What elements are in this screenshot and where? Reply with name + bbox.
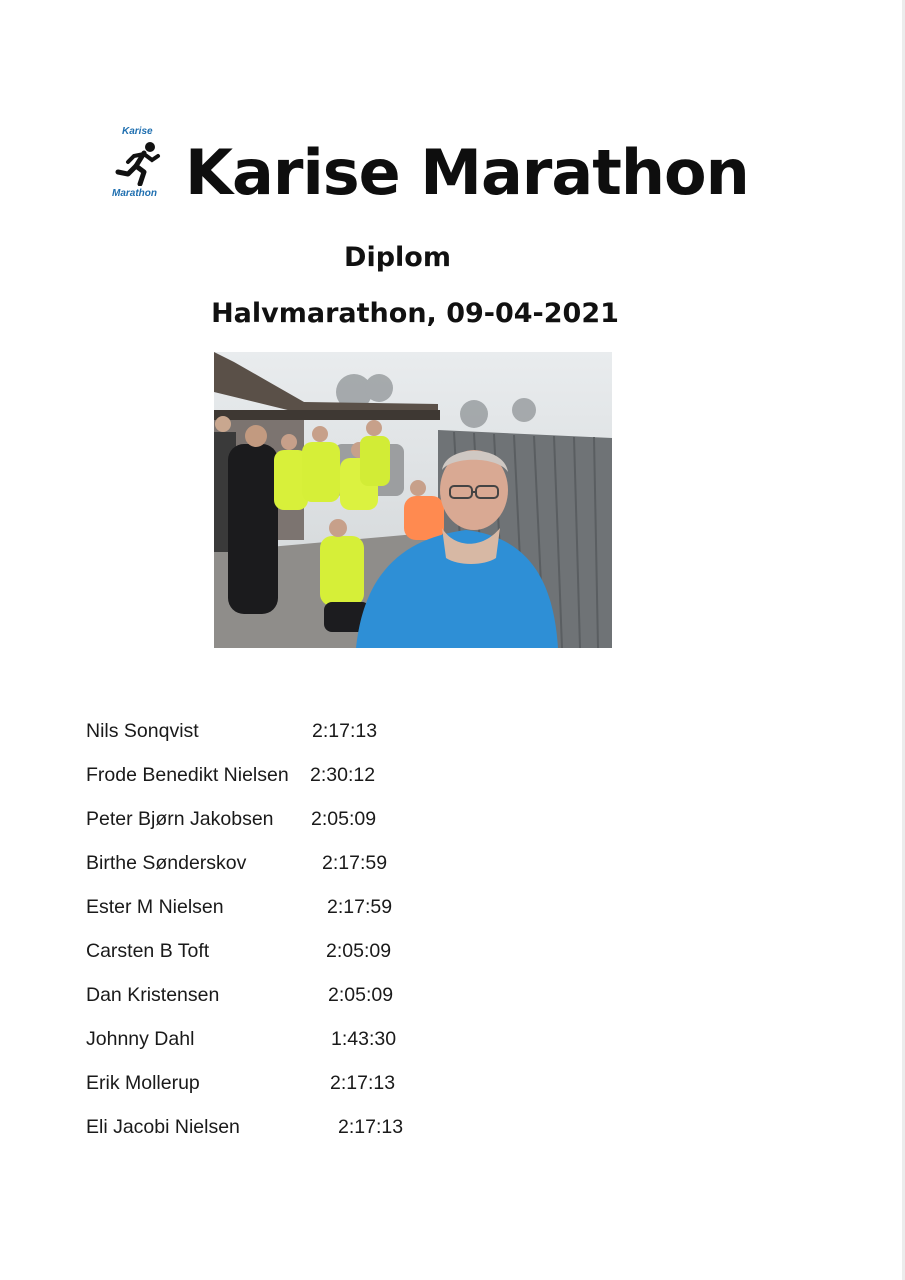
runner-name: Ester M Nielsen [86, 896, 224, 918]
page-title: Karise Marathon [185, 136, 749, 209]
event-name-date: Halvmarathon, 09-04-2021 [211, 298, 619, 329]
finish-time: 2:30:12 [310, 764, 376, 786]
runner-name: Nils Sonqvist [86, 720, 199, 742]
diploma-subtitle: Diplom [344, 242, 451, 273]
finish-time: 2:17:59 [322, 852, 388, 874]
karise-marathon-logo [108, 124, 168, 204]
group-photo [214, 352, 612, 648]
runner-name: Eli Jacobi Nielsen [86, 1116, 240, 1138]
result-row [86, 896, 486, 922]
runner-name: Johnny Dahl [86, 1028, 195, 1050]
result-row [86, 720, 486, 746]
result-row [86, 940, 486, 966]
runner-name: Dan Kristensen [86, 984, 220, 1006]
finish-time: 2:05:09 [326, 940, 392, 962]
result-row [86, 1028, 486, 1054]
runner-name: Carsten B Toft [86, 940, 210, 962]
finish-time: 2:17:13 [312, 720, 378, 742]
finish-time: 2:17:13 [330, 1072, 396, 1094]
runner-name: Erik Mollerup [86, 1072, 200, 1094]
result-row [86, 764, 486, 790]
finish-time: 2:17:13 [338, 1116, 404, 1138]
result-row [86, 984, 486, 1010]
finish-time: 2:05:09 [328, 984, 394, 1006]
result-row [86, 1072, 486, 1098]
runner-name: Frode Benedikt Nielsen [86, 764, 289, 786]
finish-time: 1:43:30 [331, 1028, 397, 1050]
result-row [86, 808, 486, 834]
finish-time: 2:05:09 [311, 808, 377, 830]
finish-time: 2:17:59 [327, 896, 393, 918]
logo-top-text: Karise [122, 126, 153, 137]
result-row [86, 1116, 486, 1142]
result-row [86, 852, 486, 878]
runner-name: Birthe Sønderskov [86, 852, 247, 874]
runner-name: Peter Bjørn Jakobsen [86, 808, 274, 830]
runner-icon [114, 138, 162, 186]
logo-bottom-text: Marathon [112, 188, 157, 199]
